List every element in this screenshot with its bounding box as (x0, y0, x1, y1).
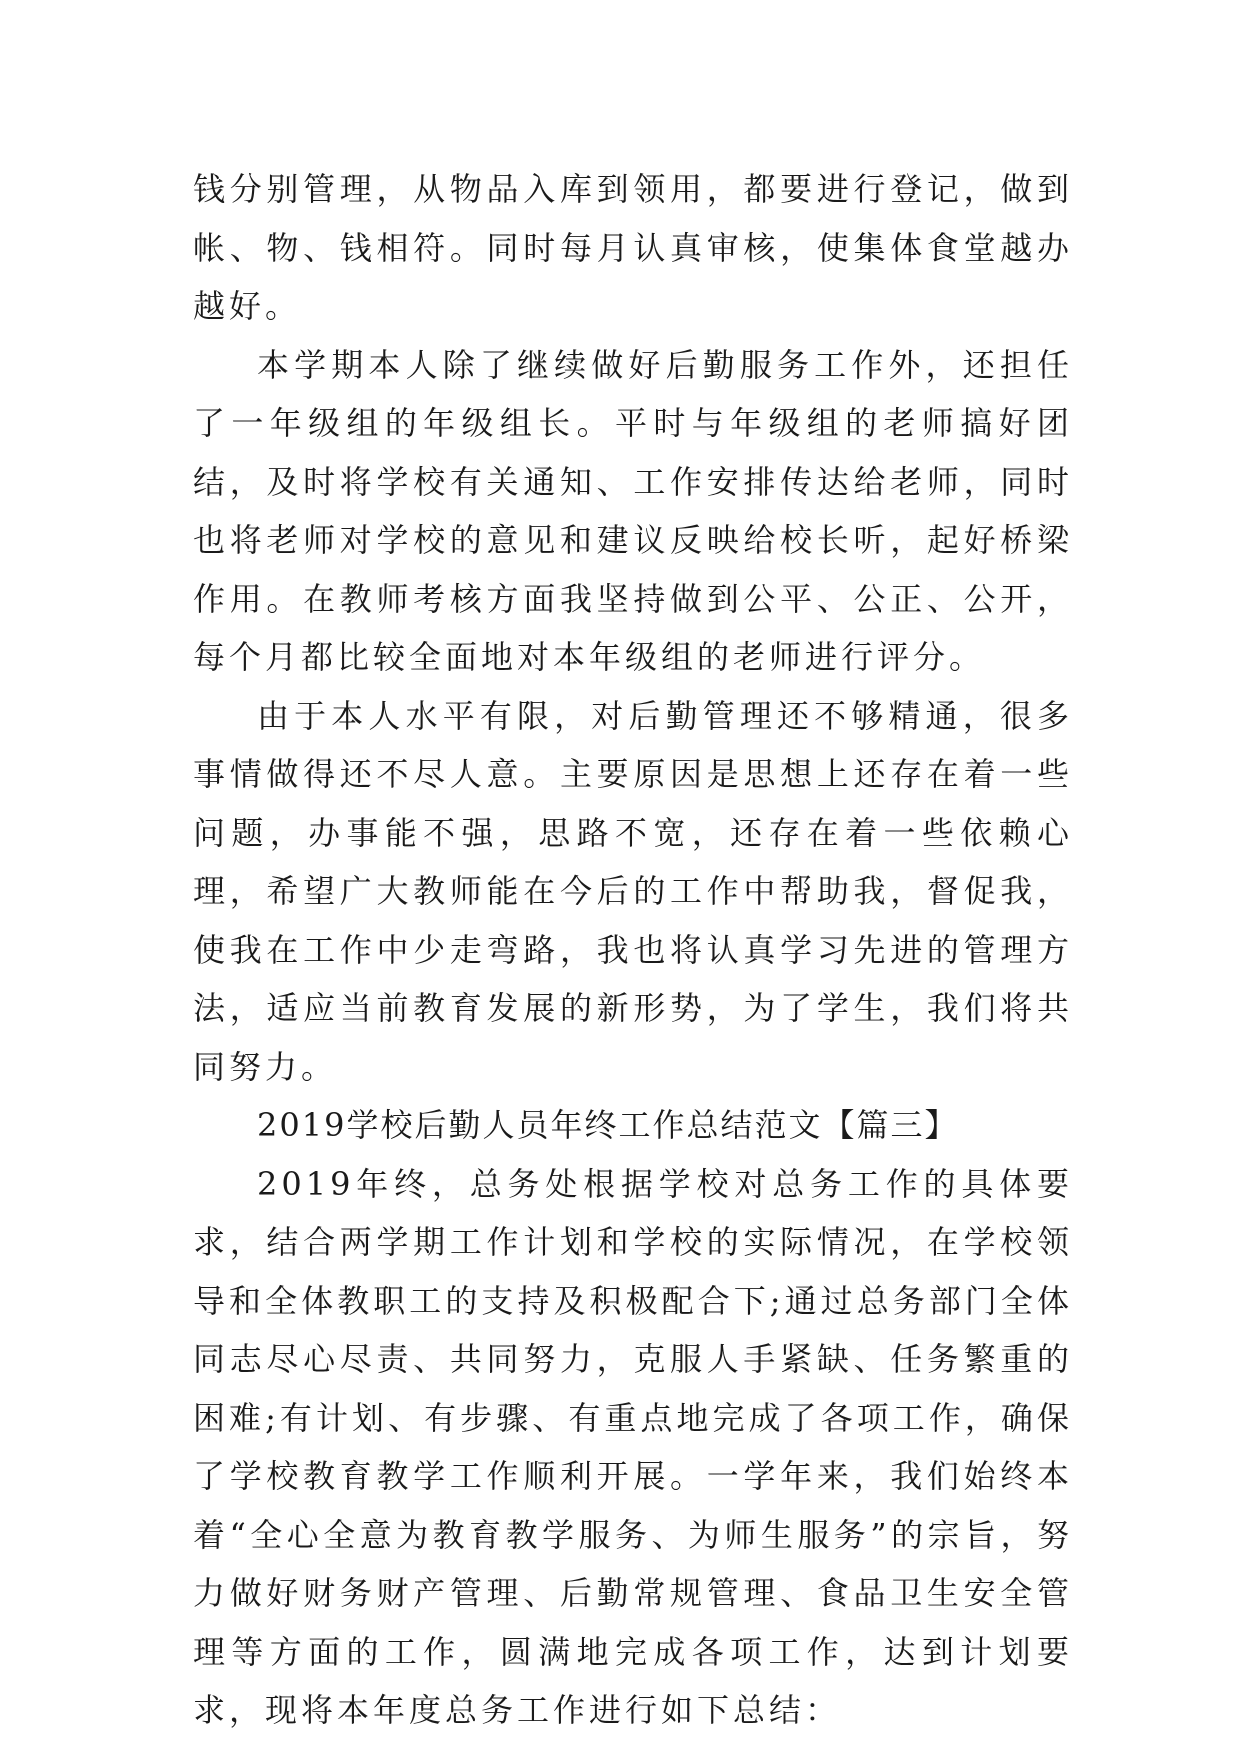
paragraph-self-assessment: 由于本人水平有限，对后勤管理还不够精通，很多事情做得还不尽人意。主要原因是思想上还存在着一些问题，办事能不强，思路不宽，还存在着一些依赖心理，希望广大教师能在今后的工作中帮助我，督促我，使我在工作中少走弯路，我也将认真学习先进的管理方法，适应当前教育发展的新形势，为了学生，我们将共同努力。 (193, 696, 1073, 1086)
paragraph-continuation: 钱分别管理，从物品入库到领用，都要进行登记，做到帐、物、钱相符。同时每月认真审核，使集体食堂越办越好。 (193, 170, 1073, 325)
document-body (193, 160, 1073, 1740)
paragraph-grade-leader: 本学期本人除了继续做好后勤服务工作外，还担任了一年级组的年级组长。平时与年级组的老师搞好团结，及时将学校有关通知、工作安排传达给老师，同时也将老师对学校的意见和建议反映给校长听，起好桥梁作用。在教师考核方面我坚持做到公平、公正、公开，每个月都比较全面地对本年级组的老师进行评分。 (193, 345, 1073, 676)
paragraph-annual-summary: 2019年终，总务处根据学校对总务工作的具体要求，结合两学期工作计划和学校的实际情况，在学校领导和全体教职工的支持及积极配合下;通过总务部门全体同志尽心尽责、共同努力，克服人手紧缺、任务繁重的困难;有计划、有步骤、有重点地完成了各项工作，确保了学校教育教学工作顺利开展。一学年来，我们始终本着“全心全意为教育教学服务、为师生服务”的宗旨，努力做好财务财产管理、后勤常规管理、食品卫生安全管理等方面的工作，圆满地完成各项工作，达到计划要求，现将本年度总务工作进行如下总结： (193, 1164, 1073, 1729)
section-heading: 2019学校后勤人员年终工作总结范文【篇三】 (257, 1106, 959, 1144)
